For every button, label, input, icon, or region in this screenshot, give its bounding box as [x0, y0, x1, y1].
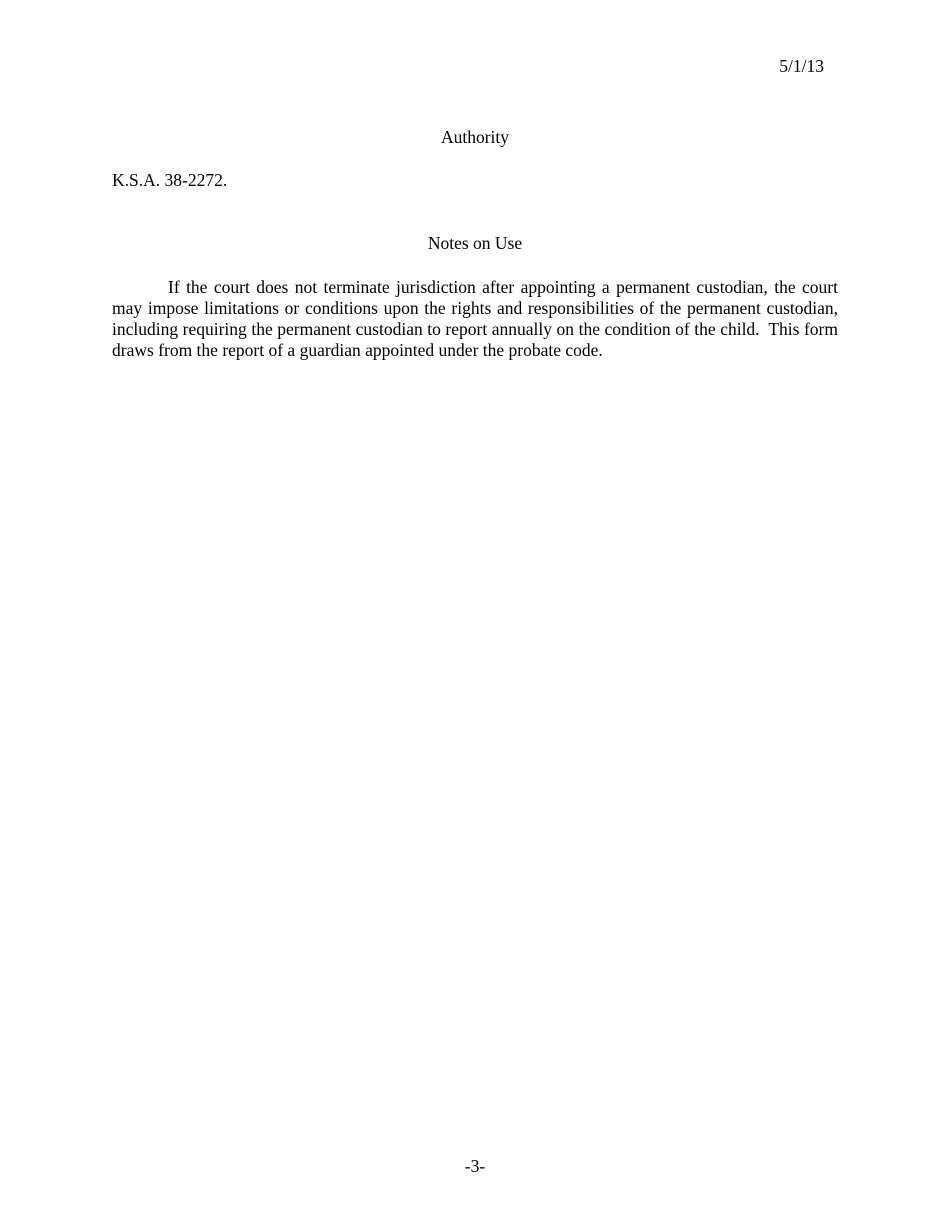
revision-date: 5/1/13 — [779, 56, 824, 76]
notes-on-use-paragraph: If the court does not terminate jurisdiction after appointing a permanent custodian, the court may impose limitations or conditions upon the rights and responsibilities of the permanent custodian, including requiring the permanent custodian to report annually on the condition of the child. This form draws from the report of a guardian appointed under the probate code. — [112, 277, 843, 360]
statute-citation: K.S.A. 38-2272. — [112, 170, 228, 190]
notes-on-use-heading: Notes on Use — [427, 233, 523, 253]
page-number: -3- — [464, 1156, 486, 1176]
authority-heading: Authority — [440, 127, 510, 147]
